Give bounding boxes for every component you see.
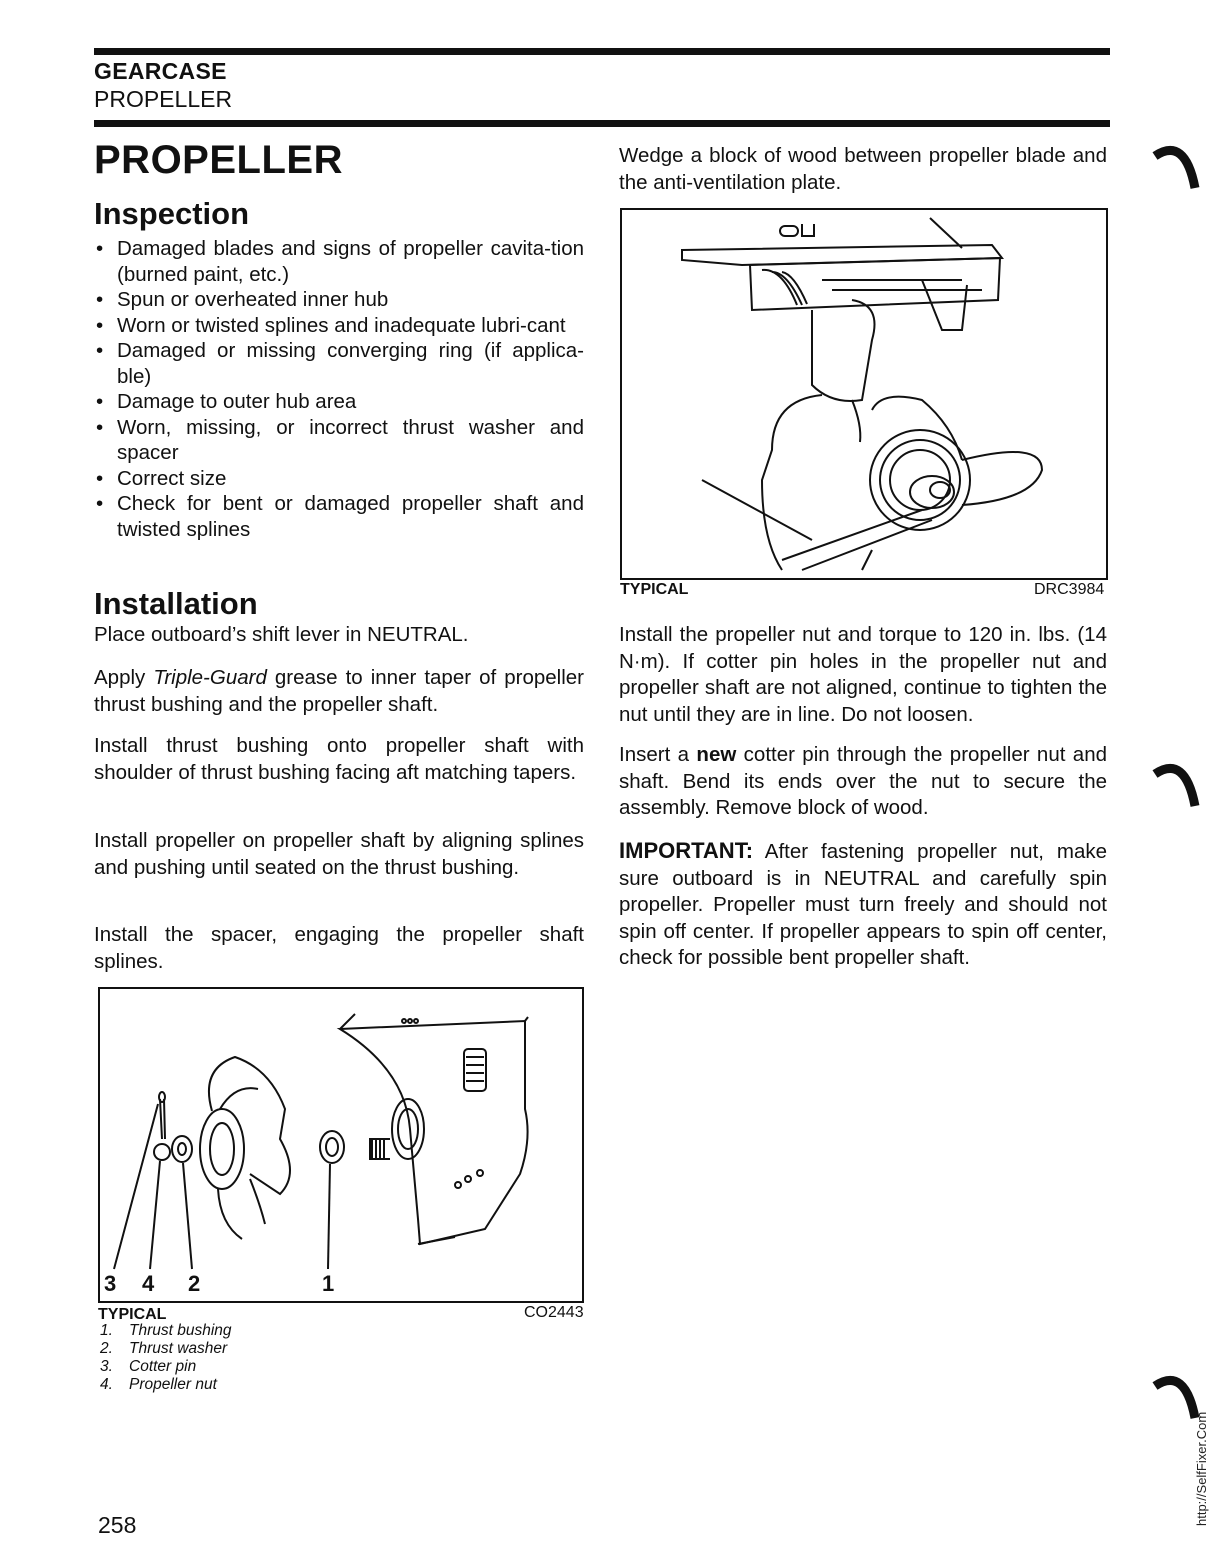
legend-item: 2. Thrust washer [100,1340,228,1357]
installation-step-2: Apply Triple-Guard grease to inner taper of propeller thrust bushing and the propeller shaft. [94,666,584,716]
important-label: IMPORTANT: [619,838,754,863]
page-title: PROPELLER [94,138,343,182]
wood-block-figure [620,208,1108,580]
margin-mark [1150,756,1200,816]
margin-mark [1150,1368,1200,1428]
list-item: • Worn or twisted splines and inadequate lubri-cant [94,313,584,339]
torque-instruction: Install the propeller nut and torque to 120 in. lbs. (14 N·m). If cotter pin holes in the propeller nut and propeller shaft are not aligned, continue to tighten the nut until they are in line. Do not loosen. [619,623,1107,726]
cotter-instruction: Insert a new cotter pin through the propeller nut and shaft. Bend its ends over the nut to secure the assembly. Remove block of wood. [619,743,1108,819]
figure2-code: DRC3984 [1034,581,1105,598]
figure1-legend [100,1322,232,1394]
inspection-heading: Inspection [94,196,250,231]
emphasis-new: new [696,743,737,766]
list-item: • Correct size [94,466,584,492]
callout-2: 2 [188,1271,201,1296]
legend-item: 4. Propeller nut [100,1376,217,1393]
list-item: • Check for bent or damaged propeller shaft and twisted splines [94,491,584,542]
important-note: IMPORTANT: After fastening propeller nut, make sure outboard is in NEUTRAL and carefully spin propeller. Propeller must turn freely and should not spin off center. If propeller appears to spin off center, check for possible bent propeller shaft. [619,838,1107,969]
top-rule [94,48,1110,55]
wedge-instruction: Wedge a block of wood between propeller blade and the anti-ventilation plate. [619,144,1107,194]
installation-step-5: Install the spacer, engaging the propeller shaft splines. [94,923,584,973]
figure1-caption: TYPICAL [98,1306,167,1323]
list-item: • Damage to outer hub area [94,389,584,415]
figure1-code: CO2443 [524,1304,584,1321]
figure2-caption: TYPICAL [620,581,689,598]
inspection-list [94,236,584,542]
header-section: GEARCASE [94,58,227,84]
exploded-view-drawing [100,989,582,1301]
installation-step-3: Install thrust bushing onto propeller shaft with shoulder of thrust bushing facing aft matching tapers. [94,734,584,784]
callout-1: 1 [322,1271,335,1296]
callout-4: 4 [142,1271,155,1296]
legend-item: 3. Cotter pin [100,1358,197,1375]
installation-heading: Installation [94,586,258,621]
product-name: Triple-Guard [153,666,267,689]
legend-item: 1. Thrust bushing [100,1322,232,1339]
installation-step-4: Install propeller on propeller shaft by aligning splines and pushing until seated on the thrust bushing. [94,829,584,879]
watermark: http://SelfFixer.Com [1194,1411,1209,1526]
installation-step-1: Place outboard’s shift lever in NEUTRAL. [94,623,469,646]
list-item: • Damaged or missing converging ring (if applica-ble) [94,338,584,389]
header-subsection: PROPELLER [94,86,233,112]
list-item: • Damaged blades and signs of propeller cavita-tion (burned paint, etc.) [94,236,584,287]
list-item: • Worn, missing, or incorrect thrust washer and spacer [94,415,584,466]
margin-mark [1150,138,1200,198]
exploded-view-figure [98,987,584,1303]
list-item: • Spun or overheated inner hub [94,287,584,313]
page-number: 258 [98,1512,137,1538]
callout-3: 3 [104,1271,117,1296]
wood-block-drawing [622,210,1106,578]
header-rule [94,120,1110,127]
